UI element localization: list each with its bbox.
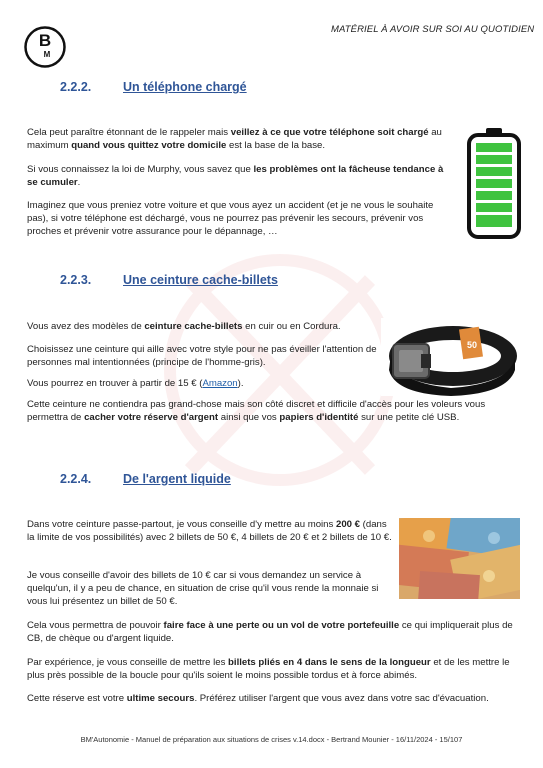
svg-text:B: B xyxy=(38,31,52,50)
paragraph: Imaginez que vous preniez votre voiture et que vous ayez un accident (et je ne vous le souhaite pas), si votre téléphone est déchargé, vous ne pourrez pas prévenir les secours, prévenir vos proches et prévenir votre assurance pour le dépannage, … xyxy=(27,200,434,238)
paragraph: Par expérience, je vous conseille de mettre les billets pliés en 4 dans le sens de la longueur et de les mettre le plus près possible de la boucle pour qu'ils soient le moins possible tordus et à force abimés. xyxy=(27,657,510,682)
paragraph: Vous pourrez en trouver à partir de 15 € (Amazon). xyxy=(27,378,244,389)
paragraph: Cela vous permettra de pouvoir faire face à une perte ou un vol de votre portefeuille ce qui impliquerait plus de CB, de chèque ou d'argent liquide. xyxy=(27,620,513,645)
paragraph: Cela peut paraître étonnant de le rappeler mais veillez à ce que votre téléphone soit chargé au maximum quand vous quittez votre domicile est la base de la base. xyxy=(27,127,442,152)
paragraph: Si vous connaissez la loi de Murphy, vous savez que les problèmes ont la fâcheuse tendance à se cumuler. xyxy=(27,164,444,189)
page-header: MATÉRIEL À AVOIR SUR SOI AU QUOTIDIEN xyxy=(331,24,535,35)
svg-text:M: M xyxy=(43,50,51,59)
section-heading-2-2-4 xyxy=(60,472,231,486)
section-number: 2.2.4. xyxy=(60,472,92,486)
paragraph: Vous avez des modèles de ceinture cache-billets en cuir ou en Cordura. xyxy=(27,321,341,332)
paragraph: Choisissez une ceinture qui aille avec votre style pour ne pas éveiller l'attention de personnes mal intentionnées (principe de l'homme-gris). xyxy=(27,344,377,369)
battery-full-icon xyxy=(466,127,522,239)
section-title: Une ceinture cache-billets xyxy=(123,273,278,287)
bm-logo xyxy=(24,26,66,68)
section-number: 2.2.3. xyxy=(60,273,92,287)
euro-banknotes-photo xyxy=(399,518,520,599)
paragraph: Cette réserve est votre ultime secours. Préférez utiliser l'argent que vous avez dans votre sac d'évacuation. xyxy=(27,693,489,704)
section-number: 2.2.2. xyxy=(60,80,92,94)
page-footer: BM'Autonomie - Manuel de préparation aux situations de crises v.14.docx - Bertrand Mounier - 16/11/2024 - 15/107 xyxy=(80,735,463,744)
paragraph: Cette ceinture ne contiendra pas grand-chose mais son côté discret et difficile d'accès pour les voleurs vous permettra de cacher votre réserve d'argent ainsi que vos papiers d'identité sur une petite clé USB. xyxy=(27,399,486,424)
paragraph: Je vous conseille d'avoir des billets de 10 € car si vous demandez un service à quelqu'un, il y a peu de chance, en situation de crise qu'il vous rende la monnaie si vous lui présentez un billet de 50 €. xyxy=(27,570,379,608)
money-belt-photo xyxy=(381,318,519,396)
section-heading-2-2-3 xyxy=(60,273,278,287)
banknote-value: 50 xyxy=(467,340,478,350)
amazon-link[interactable]: Amazon xyxy=(202,378,238,389)
section-title: De l'argent liquide xyxy=(123,472,231,486)
paragraph: Dans votre ceinture passe-partout, je vous conseille d'y mettre au moins 200 € (dans la limite de vos possibilités) avec 2 billets de 50 €, 4 billets de 20 € et 2 billets de 10 €. xyxy=(27,519,392,544)
section-heading-2-2-2 xyxy=(60,80,247,94)
section-title: Un téléphone chargé xyxy=(123,80,247,94)
